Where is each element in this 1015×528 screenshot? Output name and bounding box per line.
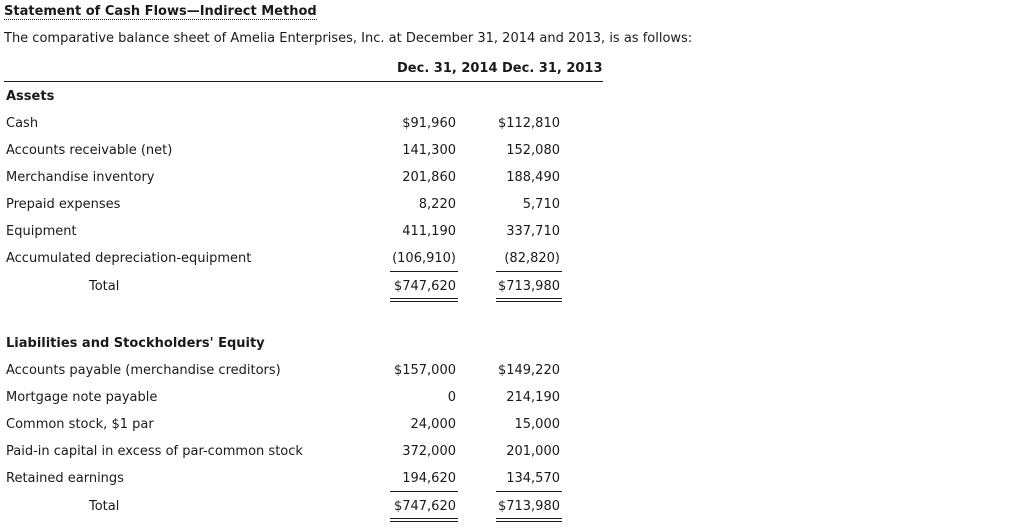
value-2014: 0 — [447, 390, 456, 405]
value-2013: 134,570 — [506, 471, 560, 486]
total-2013: $713,980 — [497, 499, 560, 514]
subtotal-rule-2013 — [496, 271, 562, 272]
subtotal-rule-2013 — [496, 491, 562, 492]
value-2014: $157,000 — [393, 363, 456, 378]
double-rule-2014 — [390, 518, 458, 522]
value-2013: 337,710 — [506, 224, 560, 239]
value-2013: 152,080 — [506, 143, 560, 158]
value-2014: $91,960 — [402, 116, 456, 131]
subtotal-rule-2014 — [390, 271, 458, 272]
value-2013: 201,000 — [506, 444, 560, 459]
total-2013: $713,980 — [497, 279, 560, 294]
row-label: Retained earnings — [6, 471, 124, 486]
assets-heading-row — [0, 89, 1015, 105]
table-row — [0, 170, 1015, 186]
column-header-2013: Dec. 31, 2013 — [502, 61, 603, 76]
section-heading: Liabilities and Stockholders' Equity — [6, 336, 265, 351]
section-heading: Assets — [6, 89, 55, 104]
double-rule-2013 — [496, 298, 562, 302]
table-row — [0, 417, 1015, 433]
total-2014: $747,620 — [393, 279, 456, 294]
value-2013: 15,000 — [514, 417, 560, 432]
value-2014: 24,000 — [410, 417, 456, 432]
table-row — [0, 251, 1015, 267]
row-label: Paid-in capital in excess of par-common stock — [6, 444, 303, 459]
assets-total-row — [0, 279, 1015, 295]
subtotal-rule-2014 — [390, 491, 458, 492]
liabilities-heading-row — [0, 336, 1015, 352]
total-label: Total — [89, 279, 120, 294]
table-row — [0, 116, 1015, 132]
table-row — [0, 471, 1015, 487]
value-2013: $149,220 — [497, 363, 560, 378]
double-rule-2013 — [496, 518, 562, 522]
liabilities-total-row — [0, 499, 1015, 515]
value-2013: 214,190 — [506, 390, 560, 405]
value-2014: (106,910) — [392, 251, 456, 266]
table-row — [0, 143, 1015, 159]
row-label: Cash — [6, 116, 39, 131]
double-rule-2014 — [390, 298, 458, 302]
row-label: Common stock, $1 par — [6, 417, 154, 432]
value-2014: 141,300 — [402, 143, 456, 158]
value-2013: 5,710 — [522, 197, 560, 212]
table-row — [0, 363, 1015, 379]
header-rule — [4, 81, 603, 82]
value-2014: 411,190 — [402, 224, 456, 239]
value-2014: 372,000 — [402, 444, 456, 459]
row-label: Prepaid expenses — [6, 197, 121, 212]
row-label: Equipment — [6, 224, 77, 239]
table-row — [0, 197, 1015, 213]
row-label: Accumulated depreciation-equipment — [6, 251, 252, 266]
row-label: Accounts receivable (net) — [6, 143, 173, 158]
page-title: Statement of Cash Flows—Indirect Method — [4, 4, 317, 19]
value-2014: 194,620 — [402, 471, 456, 486]
table-row — [0, 444, 1015, 460]
table-row — [0, 224, 1015, 240]
row-label: Accounts payable (merchandise creditors) — [6, 363, 281, 378]
value-2014: 201,860 — [402, 170, 456, 185]
total-label: Total — [89, 499, 120, 514]
intro-text: The comparative balance sheet of Amelia Enterprises, Inc. at December 31, 2014 and 2013, is as follows: — [4, 31, 693, 46]
value-2013: $112,810 — [497, 116, 560, 131]
row-label: Merchandise inventory — [6, 170, 155, 185]
value-2013: 188,490 — [506, 170, 560, 185]
total-2014: $747,620 — [393, 499, 456, 514]
column-header-2014: Dec. 31, 2014 — [397, 61, 498, 76]
value-2014: 8,220 — [418, 197, 456, 212]
value-2013: (82,820) — [504, 251, 560, 266]
table-row — [0, 390, 1015, 406]
row-label: Mortgage note payable — [6, 390, 158, 405]
